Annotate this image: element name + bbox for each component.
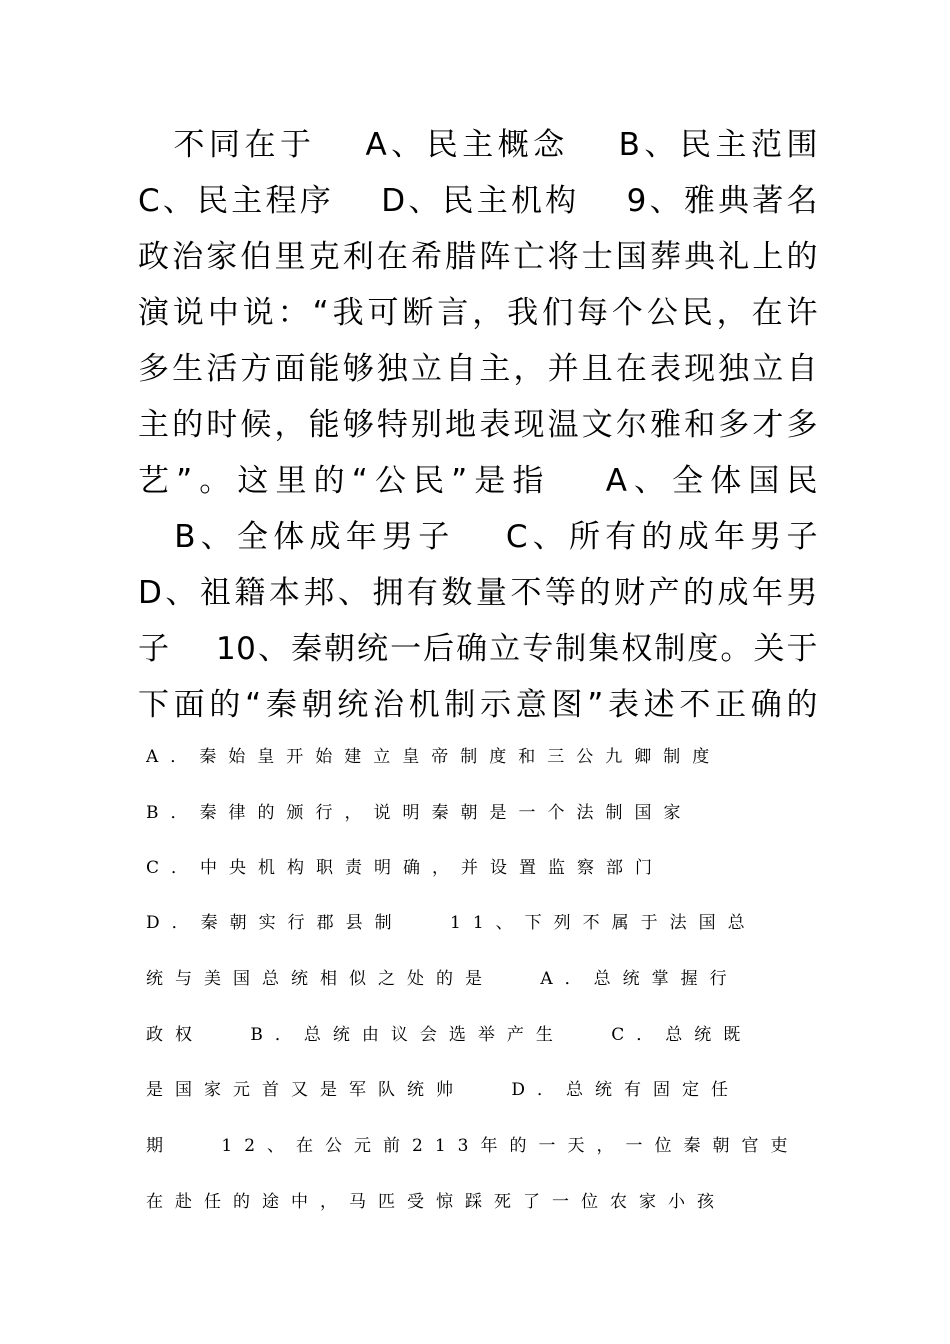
text-line: 演说中说：“我可断言，我们每个公民，在许 [138, 295, 818, 331]
text-line-small: 政权 B．总统由议会选举产生 C．总统既 [146, 1025, 753, 1045]
text-line-small: A．秦始皇开始建立皇帝制度和三公九卿制度 [146, 747, 722, 767]
text-line: 主的时候，能够特别地表现温文尔雅和多才多 [138, 407, 818, 443]
text-line-small: 是国家元首又是军队统帅 D．总统有固定任 [146, 1080, 741, 1100]
text-line: C、民主程序 D、民主机构 9、雅典著名 [138, 183, 818, 219]
text-line-small: 在赴任的途中，马匹受惊踩死了一位农家小孩 [146, 1192, 726, 1212]
text-line: 政治家伯里克利在希腊阵亡将士国葬典礼上的 [138, 239, 818, 275]
text-line-small: D．秦朝实行郡县制 11、下列不属于法国总 [146, 913, 757, 933]
text-line-small: 统与美国总统相似之处的是 A．总统掌握行 [146, 969, 739, 989]
text-line: 子 10、秦朝统一后确立专制集权制度。关于 [138, 631, 818, 667]
text-line: D、祖籍本邦、拥有数量不等的财产的成年男 [138, 575, 818, 611]
text-line: 下面的“秦朝统治机制示意图”表述不正确的 [138, 687, 818, 723]
text-line-small: B．秦律的颁行，说明秦朝是一个法制国家 [146, 803, 693, 823]
text-line: 不同在于 A、民主概念 B、民主范围 [138, 127, 818, 163]
text-line-small: C．中央机构职责明确，并设置监察部门 [146, 858, 665, 878]
text-line: B、全体成年男子 C、所有的成年男子 [138, 519, 818, 555]
text-line: 多生活方面能够独立自主，并且在表现独立自 [138, 351, 818, 387]
text-line-small: 期 12、在公元前213年的一天，一位秦朝官吏 [146, 1136, 800, 1156]
text-line: 艺”。这里的“公民”是指 A、全体国民 [138, 463, 818, 499]
